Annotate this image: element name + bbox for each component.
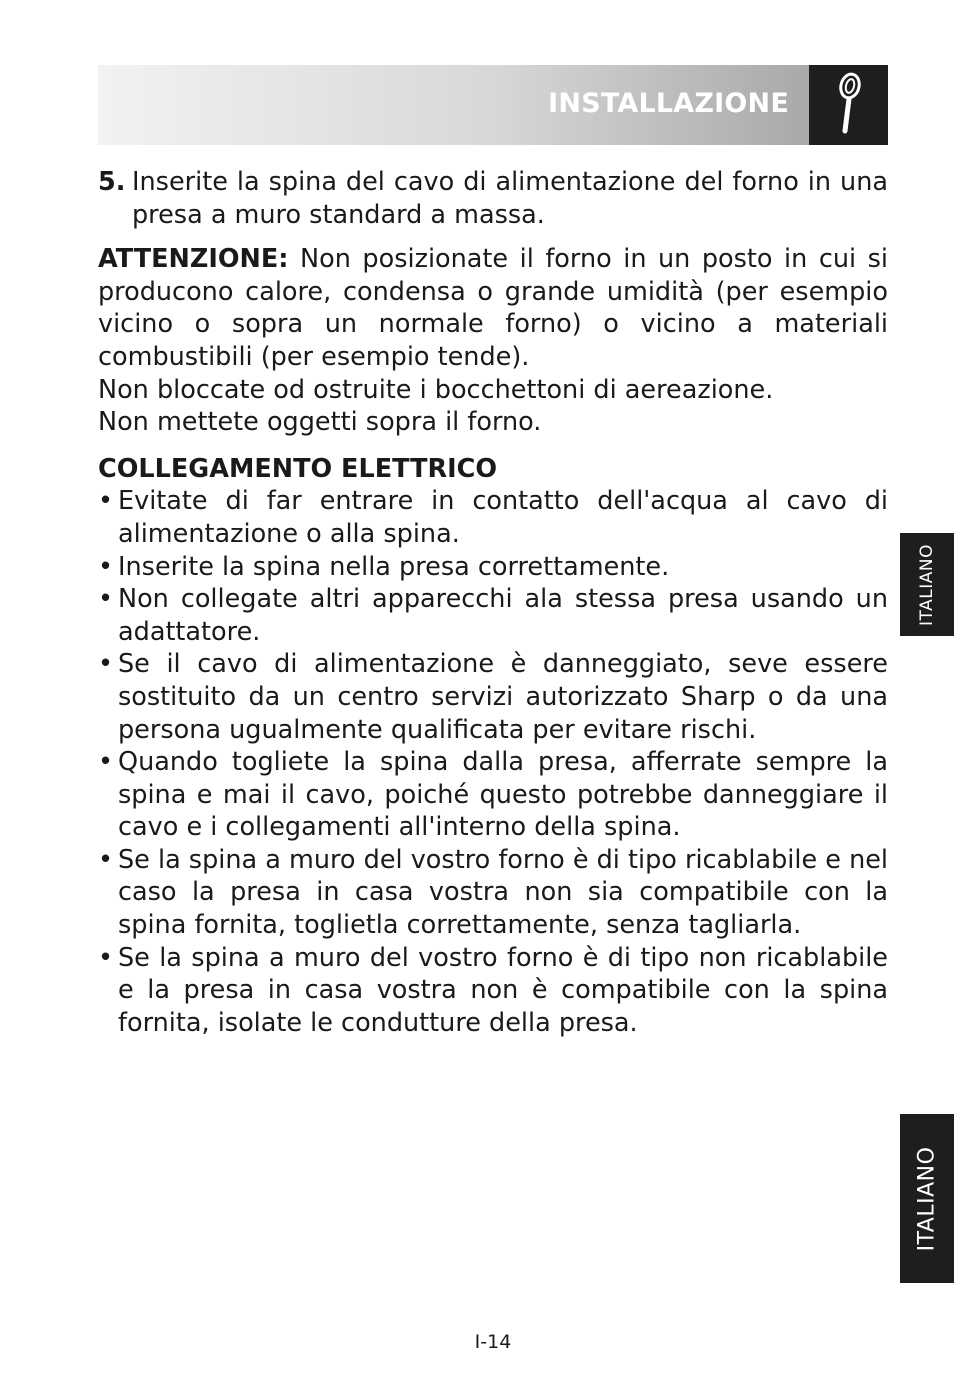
list-item xyxy=(98,844,888,942)
bullet-dot: • xyxy=(98,747,114,778)
warning-label: ATTENZIONE: xyxy=(98,244,289,275)
header-title: INSTALLAZIONE xyxy=(548,88,789,119)
list-item-text: Se la spina a muro del vostro forno è di tipo ricablabile e nel caso la presa in casa vostra non sia compatibile con la spina fornita, toglietla correttamente, senza tagliarla. xyxy=(118,844,888,941)
main-content xyxy=(98,166,888,1039)
bullet-dot: • xyxy=(98,551,114,582)
list-item xyxy=(98,551,888,584)
warning-line-2: Non bloccate od ostruite i bocchettoni di aereazione. xyxy=(98,374,774,405)
list-item-text: Evitate di far entrare in contatto dell'acqua al cavo di alimentazione o alla spina. xyxy=(118,486,888,549)
warning-line-3: Non mettete oggetti sopra il forno. xyxy=(98,407,542,438)
bullet-list xyxy=(98,485,888,1039)
info-i-icon xyxy=(809,65,888,145)
bullet-dot: • xyxy=(98,584,114,615)
list-item-text: Se il cavo di alimentazione è danneggiato, seve essere sostituito da un centro servizi autorizzato Sharp o da una persona ugualmente qualificata per evitare rischi. xyxy=(118,649,888,745)
bullet-dot: • xyxy=(98,649,114,680)
section-header xyxy=(98,65,809,145)
list-item xyxy=(98,746,888,844)
language-tab-upper[interactable] xyxy=(900,533,954,636)
warning-paragraph xyxy=(98,243,888,373)
step-text: Inserite la spina del cavo di alimentazione del forno in una presa a muro standard a massa. xyxy=(132,167,888,230)
step-number: 5. xyxy=(98,167,126,197)
step-5 xyxy=(98,166,888,231)
section-title: COLLEGAMENTO ELETTRICO xyxy=(98,453,498,484)
list-item-text: Non collegate altri apparecchi ala stessa presa usando un adattatore. xyxy=(118,584,888,647)
page-number: I-14 xyxy=(474,1331,512,1353)
list-item xyxy=(98,942,888,1040)
list-item-text: Se la spina a muro del vostro forno è di tipo non ricablabile e la presa in casa vostra non è compatibile con la spina fornita, isolate le condutture della presa. xyxy=(118,942,888,1038)
bullet-dot: • xyxy=(98,844,114,875)
bullet-dot: • xyxy=(98,486,114,517)
language-tab-label: ITALIANO xyxy=(914,1146,940,1251)
language-tab-label: ITALIANO xyxy=(917,543,937,626)
language-tab-lower[interactable] xyxy=(900,1114,954,1283)
bullet-dot: • xyxy=(98,942,114,973)
list-item xyxy=(98,485,888,550)
list-item-text: Quando togliete la spina dalla presa, afferrate sempre la spina e mai il cavo, poiché questo potrebbe danneggiare il cavo e i collegamenti all'interno della spina. xyxy=(118,747,888,843)
list-item-text: Inserite la spina nella presa correttamente. xyxy=(118,551,670,582)
list-item xyxy=(98,648,888,746)
warning-text: Non posizionate il forno in un posto in cui si producono calore, condensa o grande umidità (per esempio vicino o sopra un normale forno) o vicino a materiali combustibili (per esempio tende). xyxy=(98,244,888,372)
list-item xyxy=(98,583,888,648)
